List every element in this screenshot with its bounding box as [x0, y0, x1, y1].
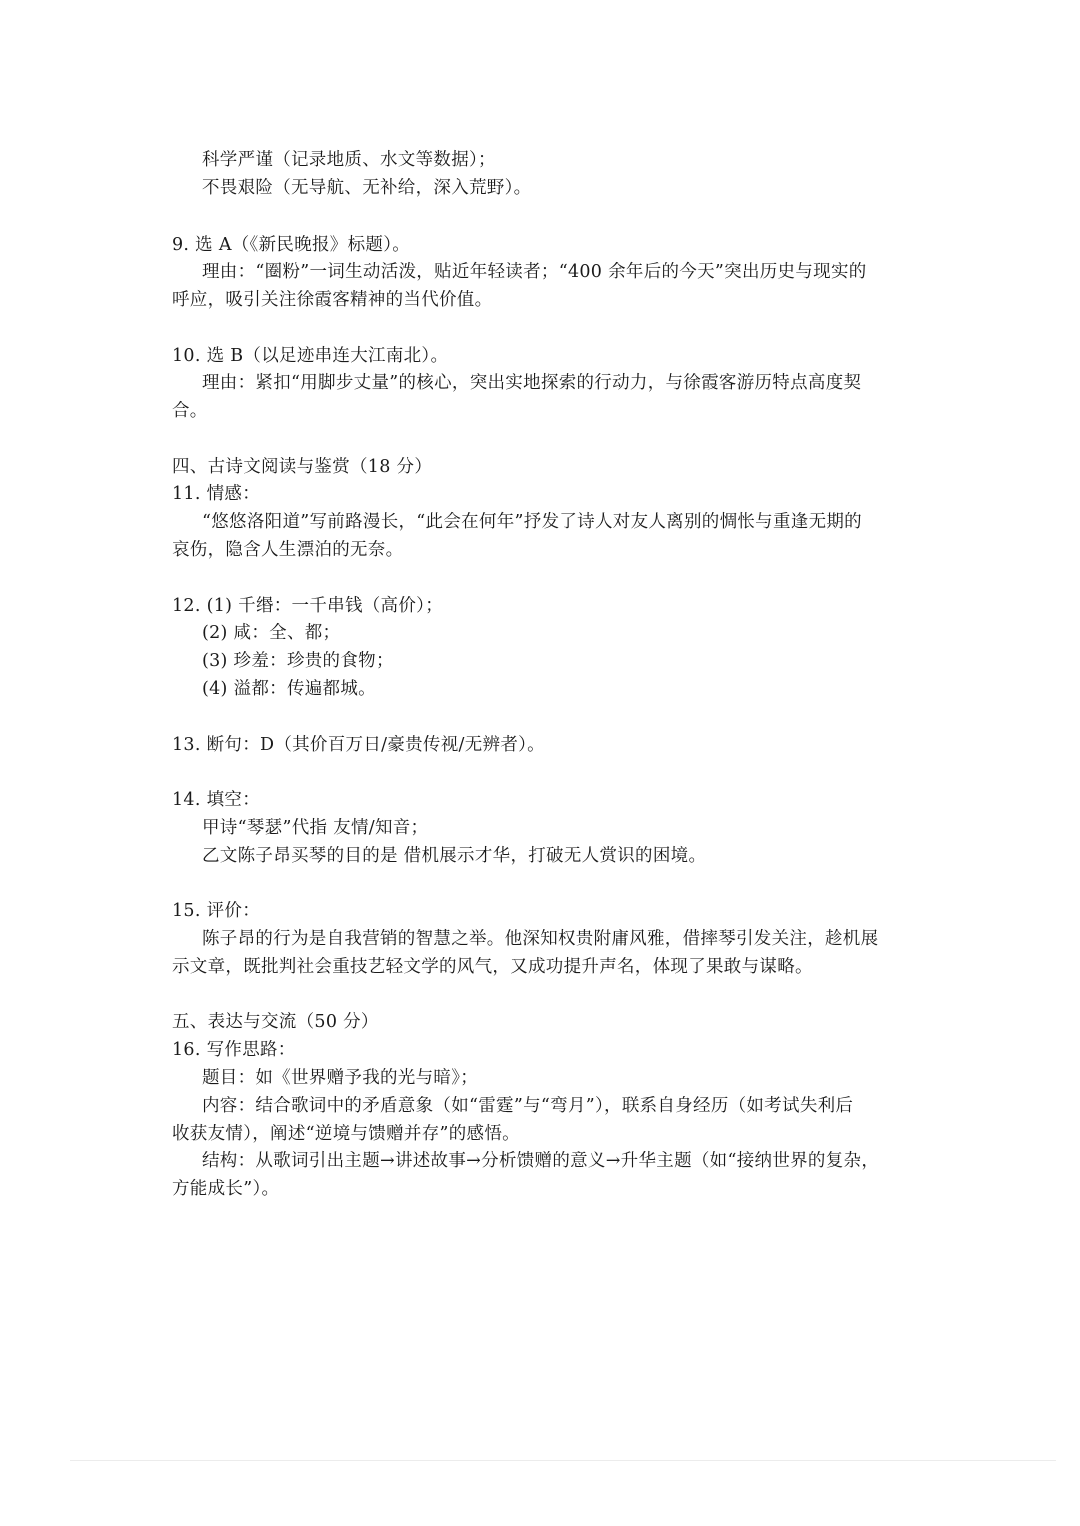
text-line: (4) 溢都：传遍都城。	[202, 679, 376, 699]
text-line: 合。	[172, 401, 208, 421]
text-line: 陈子昂的行为是自我营销的智慧之举。他深知权贵附庸风雅，借摔琴引发关注，趁机展	[202, 929, 879, 949]
text-line: “悠悠洛阳道”写前路漫长，“此会在何年”抒发了诗人对友人离别的惆怅与重逢无期的	[202, 512, 862, 532]
text-line: 呼应，吸引关注徐霞客精神的当代价值。	[172, 290, 493, 310]
page-bottom-divider	[70, 1460, 1056, 1461]
question-14-answer: 14. 填空：	[172, 790, 260, 810]
question-10-answer: 10. 选 B（以足迹串连大江南北）。	[172, 346, 449, 366]
text-line: 内容：结合歌词中的矛盾意象（如“雷霆”与“弯月”），联系自身经历（如考试失利后	[202, 1096, 854, 1116]
text-line: 理由：“圈粉”一词生动活泼，贴近年轻读者；“400 余年后的今天”突出历史与现实的	[202, 262, 867, 282]
text-line: (2) 咸：全、都；	[202, 623, 341, 643]
text-line: 不畏艰险（无导航、无补给，深入荒野）。	[202, 178, 532, 198]
question-11-answer: 11. 情感：	[172, 484, 260, 504]
section-heading: 四、古诗文阅读与鉴赏（18 分）	[172, 457, 433, 477]
section-heading: 五、表达与交流（50 分）	[172, 1012, 379, 1032]
text-line: 甲诗“琴瑟”代指 友情/知音；	[202, 818, 429, 838]
question-9-answer: 9. 选 A（《新民晚报》标题）。	[172, 235, 411, 255]
text-line: 科学严谨（记录地质、水文等数据）；	[202, 150, 496, 170]
text-line: 示文章，既批判社会重技艺轻文学的风气，又成功提升声名，体现了果敢与谋略。	[172, 957, 813, 977]
text-line: 哀伤，隐含人生漂泊的无奈。	[172, 540, 404, 560]
text-line: 乙文陈子昂买琴的目的是 借机展示才华，打破无人赏识的困境。	[202, 846, 707, 866]
text-line: 收获友情），阐述“逆境与馈赠并存”的感悟。	[172, 1124, 520, 1144]
question-13-answer: 13. 断句：D（其价百万日/豪贵传视/无辨者）。	[172, 735, 545, 755]
text-line: 题目：如《世界赠予我的光与暗》；	[202, 1068, 479, 1088]
text-line: 方能成长”）。	[172, 1179, 280, 1199]
question-12-answer: 12. (1) 千缗：一千串钱（高价）；	[172, 596, 443, 616]
text-line: 结构：从歌词引出主题→讲述故事→分析馈赠的意义→升华主题（如“接纳世界的复杂，	[202, 1151, 880, 1171]
question-15-answer: 15. 评价：	[172, 901, 260, 921]
text-line: 理由：紧扣“用脚步丈量”的核心，突出实地探索的行动力，与徐霞客游历特点高度契	[202, 373, 862, 393]
question-16-answer: 16. 写作思路：	[172, 1040, 296, 1060]
text-line: (3) 珍羞：珍贵的食物；	[202, 651, 394, 671]
